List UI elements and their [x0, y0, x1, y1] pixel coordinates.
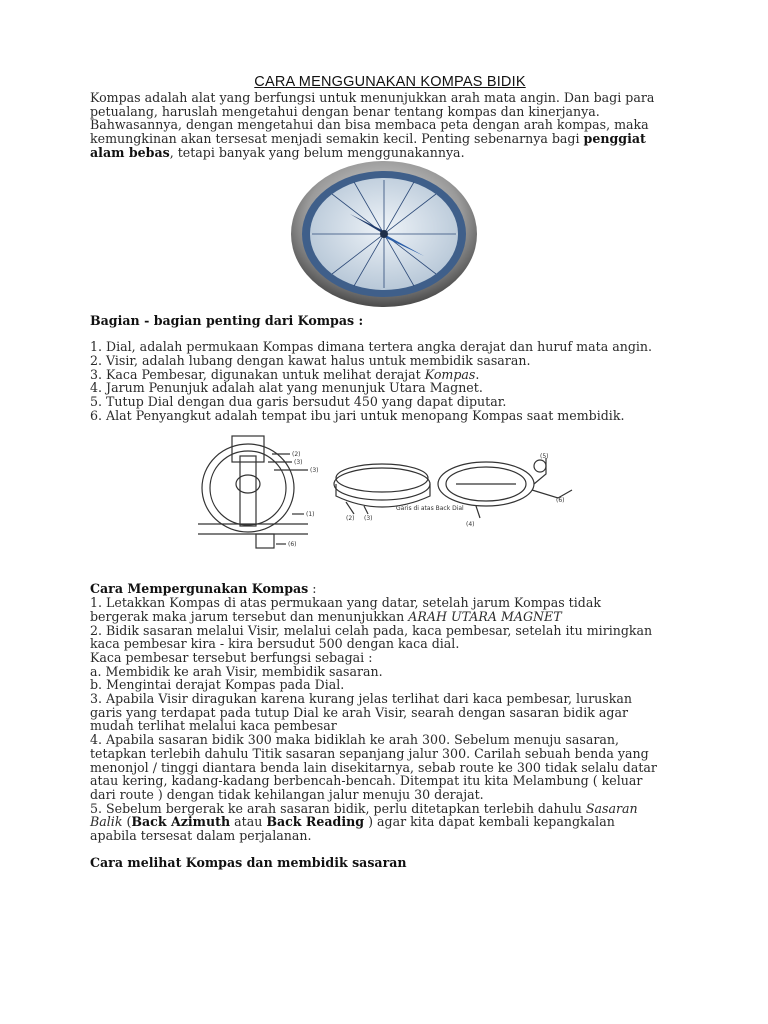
- label-note: Garis di atas Back Dial: [396, 505, 464, 512]
- gap-2: [90, 843, 690, 856]
- label-r6: (6): [556, 497, 565, 504]
- final-heading: Cara melihat Kompas dan membidik sasaran: [90, 854, 407, 870]
- label-1: (1): [306, 511, 315, 518]
- usage-line-11: 4. Apabila sasaran bidik 300 maka bidiklah ke arah 300. Sebelum menuju sasaran,: [90, 732, 619, 748]
- label-6: (6): [288, 541, 297, 548]
- label-3: (3): [294, 459, 303, 466]
- parts-item-3: [90, 368, 690, 382]
- intro-line-1: Kompas adalah alat yang berfungsi untuk menunjukkan arah mata angin. Dan bagi para: [90, 90, 655, 105]
- usage-6-italic: Balik: [90, 814, 123, 830]
- usage-heading: [90, 582, 690, 596]
- intro-bold: penggiat: [583, 131, 646, 147]
- parts-item-3-text: 3. Kaca Pembesar, digunakan untuk melihat derajat: [90, 366, 425, 382]
- usage-5-italic: Sasaran: [585, 800, 638, 816]
- usage-line-3: 2. Bidik sasaran melalui Visir, melalui celah pada, kaca pembesar, setelah itu miringkan: [90, 622, 653, 638]
- usage-line-2: [90, 610, 690, 624]
- usage-line-12: tetapkan terlebih dahulu Titik sasaran sepanjang jalur 300. Carilah sebuah benda yang: [90, 745, 649, 761]
- parts-item-4: 4. Jarum Penunjuk adalah alat yang menunjuk Utara Magnet.: [90, 380, 483, 396]
- usage-line-5: Kaca pembesar tersebut berfungsi sebagai :: [90, 649, 373, 665]
- intro-line-4: [90, 132, 690, 146]
- usage-heading-colon: :: [308, 581, 317, 597]
- usage-line-16: [90, 802, 690, 816]
- label-3b: (3): [310, 467, 319, 474]
- parts-item-6: 6. Alat Penyangkut adalah tempat ibu jari untuk menopang Kompas saat membidik.: [90, 407, 625, 423]
- usage-arah-italic: ARAH UTARA MAGNET: [408, 608, 562, 624]
- parts-item-2: 2. Visir, adalah lubang dengan kawat halus untuk membidik sasaran.: [90, 352, 531, 368]
- parts-item-3-italic: Kompas: [424, 366, 476, 382]
- page-title: CARA MENGGUNAKAN KOMPAS BIDIK: [254, 74, 526, 90]
- label-r4: (4): [466, 521, 475, 528]
- intro-line-3: Bahwasannya, dengan mengetahui dan bisa membaca peta dengan arah kompas, maka: [90, 117, 649, 133]
- label-r2: (2): [346, 515, 355, 522]
- usage-line-17: [90, 815, 690, 829]
- usage-back-azimuth: Back Azimuth: [131, 814, 231, 830]
- intro-line-2: petualang, haruslah mengetahui dengan benar tentang kompas dan kinerjanya.: [90, 103, 600, 119]
- usage-6-atau: atau: [230, 814, 267, 830]
- usage-line-4: kaca pembesar kira - kira bersudut 500 dengan kaca dial.: [90, 636, 460, 652]
- usage-line-10: mudah terlihat melalui kaca pembesar: [90, 718, 337, 734]
- parts-item-3-end: .: [475, 366, 480, 382]
- parts-item-5: 5. Tutup Dial dengan dua garis bersudut 450 yang dapat diputar.: [90, 394, 507, 410]
- usage-5-text: 5. Sebelum bergerak ke arah sasaran bidik, perlu ditetapkan terlebih dahulu: [90, 800, 586, 816]
- usage-line-18: apabila tersesat dalam perjalanan.: [90, 828, 312, 844]
- usage-line-2-text: bergerak maka jarum tersebut dan menunjukkan: [90, 608, 409, 624]
- usage-line-14: atau kering, kadang-kadang berbencah-bencah. Ditempat itu kita Melambung ( keluar: [90, 773, 643, 789]
- usage-line-8: 3. Apabila Visir diragukan karena kurang jelas terlihat dari kaca pembesar, luruskan: [90, 691, 632, 707]
- usage-line-7: b. Mengintai derajat Kompas pada Dial.: [90, 677, 345, 693]
- usage-back-reading: Back Reading: [266, 814, 365, 830]
- label-r5: (5): [540, 453, 549, 460]
- intro-text-2: , tetapi banyak yang belum menggunakannya.: [169, 144, 465, 160]
- parts-heading: Bagian - bagian penting dari Kompas :: [90, 312, 364, 328]
- parts-item-1: 1. Dial, adalah permukaan Kompas dimana tertera angka derajat dan huruf mata angin.: [90, 339, 653, 355]
- intro-text: kemungkinan akan tersesat menjadi semakin kecil. Penting sebenarnya bagi: [90, 131, 584, 147]
- compass-pivot: [380, 230, 388, 238]
- usage-line-15: dari route ) dengan tidak kehilangan jalur menuju 30 derajat.: [90, 786, 484, 802]
- label-2: (2): [292, 451, 301, 458]
- compass-parts-diagram: [196, 428, 574, 558]
- usage-6-end: ) agar kita dapat kembali kepangkalan: [364, 814, 615, 830]
- usage-heading-bold: Cara Mempergunakan Kompas: [90, 581, 309, 597]
- usage-line-9: garis yang terdapat pada tutup Dial ke arah Visir, searah dengan sasaran bidik agar: [90, 704, 628, 720]
- intro-bold-2: alam bebas: [90, 144, 170, 160]
- compass-photo: [290, 160, 478, 308]
- intro-line-5: [90, 146, 690, 160]
- label-r3: (3): [364, 515, 373, 522]
- usage-6-paren: (: [122, 814, 132, 830]
- usage-line-13: menonjol / tinggi diantara benda lain disekitarnya, sebab route ke 300 tidak selalu datar: [90, 759, 657, 775]
- usage-line-1: 1. Letakkan Kompas di atas permukaan yang datar, setelah jarum Kompas tidak: [90, 595, 601, 611]
- usage-line-6: a. Membidik ke arah Visir, membidik sasaran.: [90, 663, 383, 679]
